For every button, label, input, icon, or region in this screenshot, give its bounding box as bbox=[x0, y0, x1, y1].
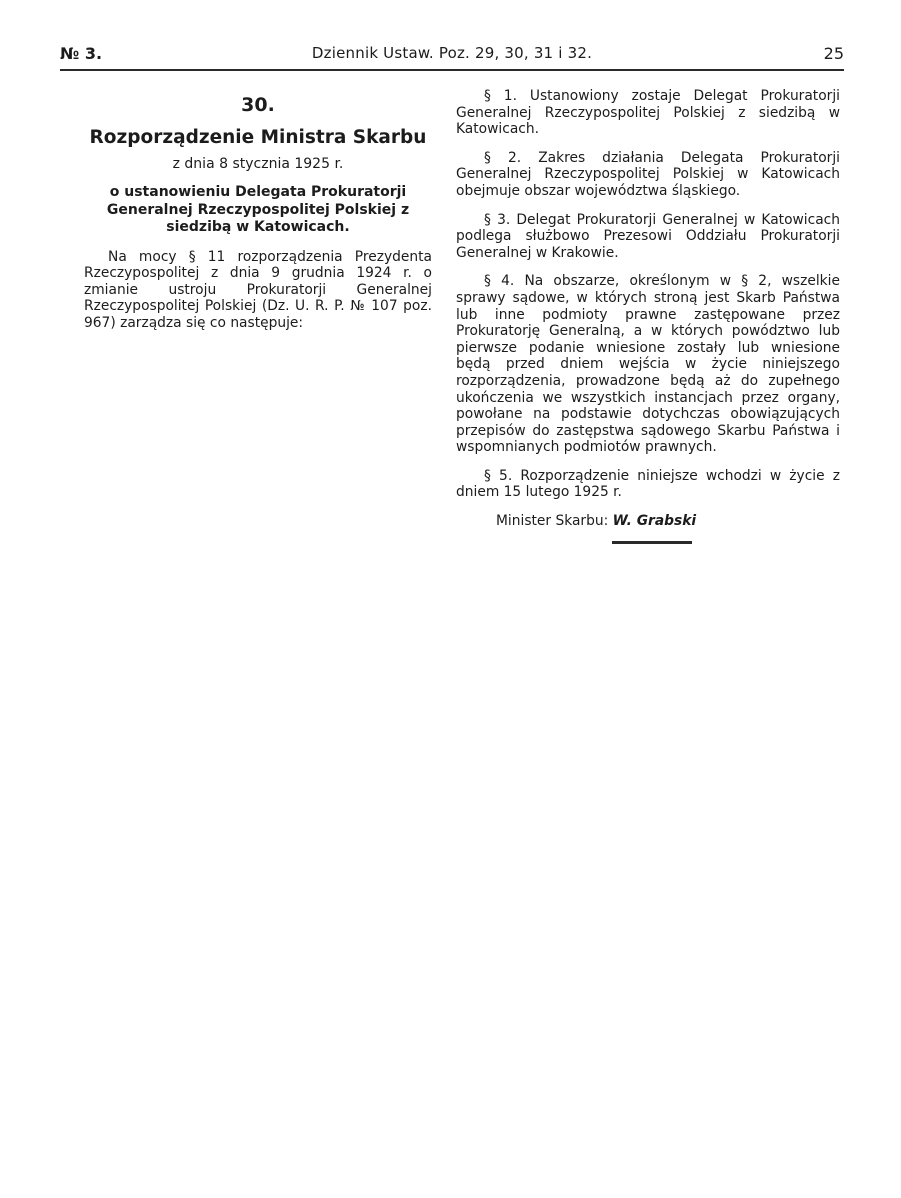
section-text: Ustanowiony zostaje Delegat Prokuratorji Generalnej Rzeczypospolitej Polskiej z siedzibą w Katowicach. bbox=[456, 88, 840, 138]
section-mark: § 5. bbox=[484, 467, 513, 484]
section-mark: § 4. bbox=[484, 273, 515, 290]
section-mark: § 3. bbox=[484, 211, 511, 228]
section-text: Delegat Prokuratorji Generalnej w Katowicach podlega służbowo Prezesowi Oddziału Prokuratorji Generalnej w Krakowie. bbox=[456, 211, 840, 261]
section-3 bbox=[456, 212, 840, 262]
signature bbox=[456, 513, 840, 530]
section-4 bbox=[456, 273, 840, 456]
regulation-date: z dnia 8 stycznia 1925 r. bbox=[172, 156, 344, 172]
left-column bbox=[84, 94, 432, 331]
preamble-paragraph: Na mocy § 11 rozporządzenia Prezydenta Rzeczypospolitej z dnia 9 grudnia 1924 r. o zmianie ustroju Prokuratorji Generalnej Rzeczypospolitej Polskiej (Dz. U. R. P. № 107 poz. 967) zarządza się co następuje: bbox=[84, 248, 432, 331]
closing-rule bbox=[612, 541, 692, 544]
page-number: 25 bbox=[823, 44, 844, 63]
section-mark: § 2. bbox=[484, 149, 522, 166]
journal-title: Dziennik Ustaw. Poz. 29, 30, 31 i 32. bbox=[311, 44, 593, 62]
section-text: Zakres działania Delegata Prokuratorji Generalnej Rzeczypospolitej Polskiej w Katowicach obejmuje obszar województwa śląskiego. bbox=[456, 149, 841, 199]
issue-number: № 3. bbox=[60, 44, 103, 63]
signature-name: W. Grabski bbox=[612, 513, 697, 530]
regulation-title: Rozporządzenie Ministra Skarbu bbox=[89, 127, 427, 148]
header-rule bbox=[60, 69, 844, 71]
regulation-subject: o ustanowieniu Delegata Prokuratorji Generalnej Rzeczypospolitej Polskiej z siedzibą w Katowicach. bbox=[106, 184, 410, 235]
section-1 bbox=[456, 88, 840, 138]
section-text: Rozporządzenie niniejsze wchodzi w życie z dniem 15 lutego 1925 r. bbox=[456, 467, 841, 501]
section-2 bbox=[456, 150, 840, 200]
signature-label: Minister Skarbu: bbox=[496, 513, 609, 530]
page-header bbox=[60, 44, 844, 70]
section-5 bbox=[456, 468, 840, 501]
right-column bbox=[456, 88, 840, 544]
regulation-number: 30. bbox=[241, 94, 275, 116]
section-mark: § 1. bbox=[484, 88, 517, 104]
section-text: Na obszarze, określonym w § 2, wszelkie sprawy sądowe, w których stroną jest Skarb Państwa lub inne podmioty prawne zastępowane przez Prokuratorję Generalną, a w których powództwo lub pierwsze podanie wniesione zostały lub wniesione będą przed dniem wejścia w życie niniejszego rozporządzenia, prowadzone będą aż do zupełnego ukończenia we wszystkich instancjach przez organy, powołane na podstawie dotychczas obowiązujących przepisów do zastępstwa sądowego Skarbu Państwa i wspomnianych podmiotów prawnych. bbox=[456, 273, 840, 456]
